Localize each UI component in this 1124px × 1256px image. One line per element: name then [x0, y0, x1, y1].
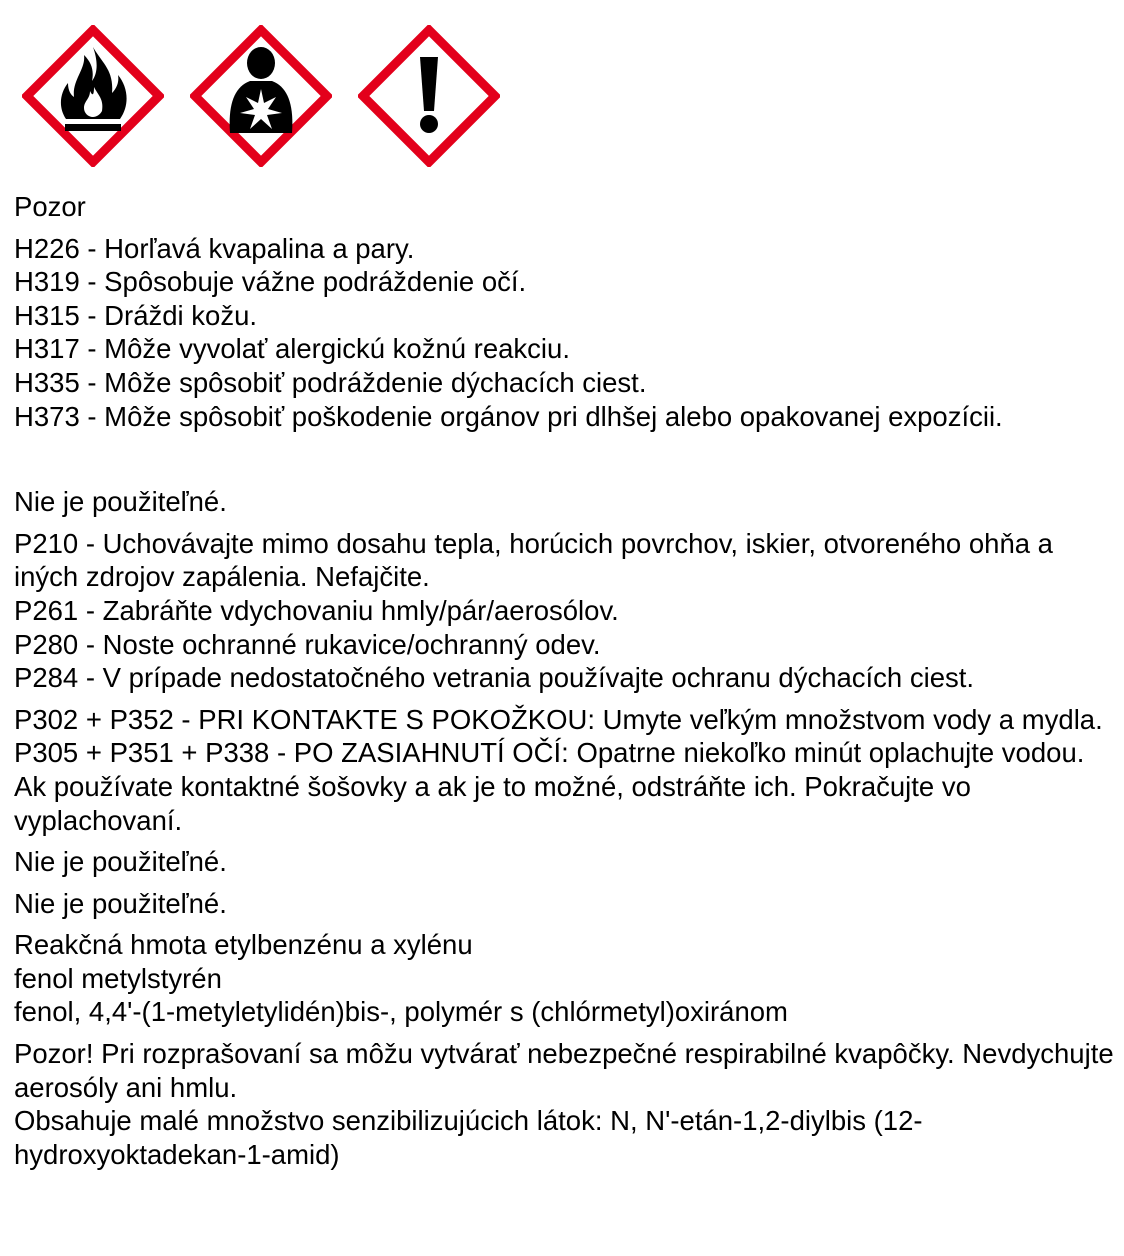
prevention-statements: [14, 527, 1114, 695]
ingredient: Reakčná hmota etylbenzénu a xylénu: [14, 929, 473, 961]
hazard-statements: [14, 232, 1114, 434]
hazard-statement: H319 - Spôsobuje vážne podráždenie očí.: [14, 266, 527, 298]
ghs-pictograms: [22, 25, 502, 167]
precautionary-statement: P210 - Uchovávajte mimo dosahu tepla, horúcich povrchov, iskier, otvoreného ohňa a iných zdrojov zapálenia. Nefajčite.: [14, 527, 1053, 593]
precautionary-statement: P305 + P351 + P338 - PO ZASIAHNUTÍ OČÍ: Opatrne niekoľko minút oplachujte vodou. Ak používate kontaktné šošovky a ak je to možné, odstráňte ich. Pokračujte vo vyplachovaní.: [14, 737, 1085, 836]
supplemental-statement: Obsahuje malé množstvo senzibilizujúcich látok: N, N'-etán-1,2-diylbis (12-hydroxyoktadekan-1-amid): [14, 1105, 923, 1170]
precautionary-statement: P284 - V prípade nedostatočného vetrania používajte ochranu dýchacích ciest.: [14, 662, 975, 694]
exclamation-mark-icon: [358, 25, 500, 167]
flame-pictogram: [22, 25, 164, 167]
not-applicable-note: Nie je použiteľné.: [14, 486, 227, 518]
hazard-statement: H335 - Môže spôsobiť podráždenie dýchacích ciest.: [14, 366, 647, 398]
health-hazard-pictogram: [190, 25, 332, 167]
hazard-statement: H315 - Dráždi kožu.: [14, 299, 258, 331]
supplemental-info: [14, 1037, 1114, 1171]
label-text: [14, 190, 1114, 1171]
hazard-statement: H317 - Môže vyvolať alergickú kožnú reakciu.: [14, 333, 570, 365]
response-statements: [14, 703, 1114, 837]
precautionary-statement: P280 - Noste ochranné rukavice/ochranný odev.: [14, 628, 601, 660]
precautionary-statement: P302 + P352 - PRI KONTAKTE S POKOŽKOU: Umyte veľkým množstvom vody a mydla.: [14, 703, 1103, 735]
hazard-statement: H226 - Horľavá kvapalina a pary.: [14, 232, 415, 264]
signal-word: Pozor: [14, 191, 86, 222]
not-applicable-note: Nie je použiteľné.: [14, 887, 227, 919]
exclamation-pictogram: [358, 25, 500, 167]
ingredients: [14, 928, 1114, 1029]
not-applicable-note: Nie je použiteľné.: [14, 846, 227, 878]
ingredient: fenol, 4,4'-(1-metyletylidén)bis-, polymér s (chlórmetyl)oxiránom: [14, 996, 788, 1028]
health-hazard-icon: [190, 25, 332, 167]
ingredient: fenol metylstyrén: [14, 962, 222, 994]
supplemental-statement: Pozor! Pri rozprašovaní sa môžu vytvárať nebezpečné respirabilné kvapôčky. Nevdychujte aerosóly ani hmlu.: [14, 1038, 1114, 1103]
hazard-statement: H373 - Môže spôsobiť poškodenie orgánov pri dlhšej alebo opakovanej expozícii.: [14, 400, 1003, 432]
precautionary-statement: P261 - Zabráňte vdychovaniu hmly/pár/aerosólov.: [14, 594, 619, 626]
flame-icon: [22, 25, 164, 167]
